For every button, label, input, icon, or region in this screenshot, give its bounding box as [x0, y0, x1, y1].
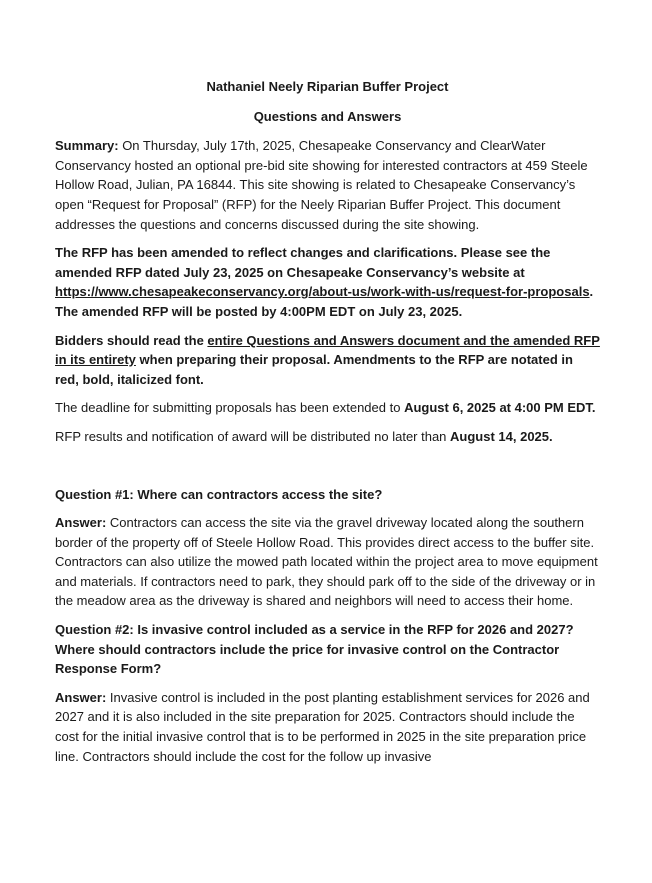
results-paragraph	[55, 427, 600, 447]
amended-text-1: The RFP has been amended to reflect changes and clarifications. Please see the amended RFP dated July 23, 2025 on Chesapeake Conservancy’s website at	[55, 245, 551, 280]
bidders-paragraph	[55, 331, 600, 390]
question-1-text: Question #1: Where can contractors access the site?	[55, 486, 383, 502]
section-spacer	[55, 456, 600, 485]
deadline-paragraph	[55, 398, 600, 418]
answer-2-label: Answer:	[55, 689, 107, 705]
answer-2-text: Invasive control is included in the post planting establishment services for 2026 and 2027 and it is also included in the site preparation for 2025. Contractors should include the cost for the initial invasive control that is to be performed in 2025 in the site preparation price line. Contractors should include the cost for the follow up invasive	[55, 689, 590, 764]
question-1	[55, 485, 600, 505]
summary-paragraph	[55, 136, 600, 234]
document-title: Nathaniel Neely Riparian Buffer Project	[206, 79, 449, 94]
answer-1-text: Contractors can access the site via the gravel driveway located along the southern border of the property off of Steele Hollow Road. This provides direct access to the buffer site. Contractors can also utilize the mowed path located within the project area to move equipment and materials. If contractors need to park, they should park off to the side of the driveway or in the meadow area as the driveway is shared and neighbors will need to access their home.	[55, 515, 598, 609]
amended-text-2: . The amended RFP will be posted by 4:00PM EDT on July 23, 2025.	[55, 284, 594, 319]
question-2-text: Question #2: Is invasive control included as a service in the RFP for 2026 and 2027? Where should contractors include the price for invasive control on the Contractor Response Form?	[55, 622, 574, 677]
deadline-date: August 6, 2025 at 4:00 PM EDT.	[404, 400, 596, 416]
deadline-text: The deadline for submitting proposals has been extended to	[55, 400, 405, 416]
bidders-text-1: Bidders should read the	[55, 332, 208, 348]
rfp-link[interactable]: https://www.chesapeakeconservancy.org/about-us/work-with-us/request-for-proposals	[55, 284, 590, 300]
answer-2	[55, 688, 600, 766]
answer-1-label: Answer:	[55, 515, 107, 531]
answer-1	[55, 513, 600, 611]
results-text: RFP results and notification of award will be distributed no later than	[55, 428, 451, 444]
question-2	[55, 620, 600, 679]
document-subtitle: Questions and Answers	[253, 108, 402, 124]
bidders-text-2: when preparing their proposal. Amendments to the RFP are notated in red, bold, italicized font.	[55, 352, 573, 387]
summary-label: Summary:	[55, 138, 119, 154]
summary-text: On Thursday, July 17th, 2025, Chesapeake Conservancy and ClearWater Conservancy hosted an optional pre-bid site showing for interested contractors at 459 Steele Hollow Road, Julian, PA 16844. This site showing is related to Chesapeake Conservancy’s open “Request for Proposal” (RFP) for the Neely Riparian Buffer Project. This document addresses the questions and concerns discussed during the site showing.	[55, 138, 588, 232]
bidders-underlined: entire Questions and Answers document and the amended RFP in its entirety	[55, 332, 600, 368]
results-date: August 14, 2025.	[450, 428, 553, 444]
amended-paragraph	[55, 243, 600, 321]
document-body	[55, 77, 600, 775]
